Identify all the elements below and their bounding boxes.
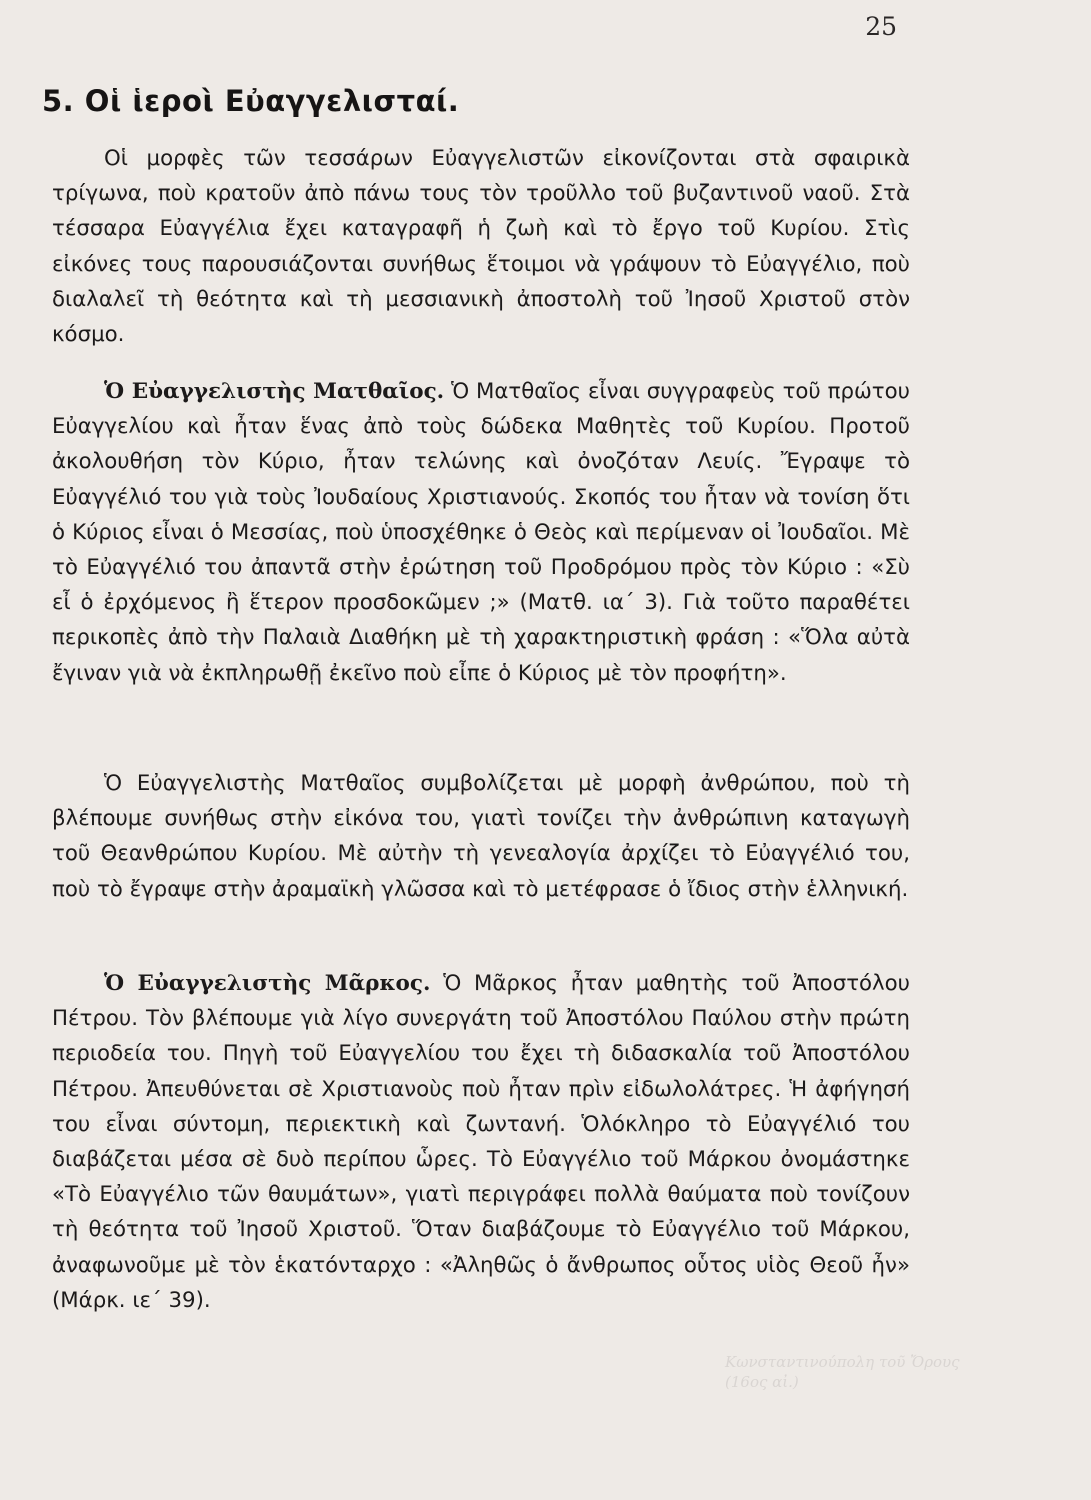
- page-number: 25: [865, 12, 897, 41]
- intro-paragraph: Οἱ μορφὲς τῶν τεσσάρων Εὐαγγελιστῶν εἰκονίζονται στὰ σφαιρικὰ τρίγωνα, ποὺ κρατοῦν ἀπὸ πάνω τους τὸν τροῦλλο τοῦ βυζαντινοῦ ναοῦ. Στὰ τέσσαρα Εὐαγγέλια ἔχει καταγραφῆ ἡ ζωὴ καὶ τὸ ἔργο τοῦ Κυρίου. Στὶς εἰκόνες τους παρουσιάζονται συνήθως ἕτοιμοι νὰ γράψουν τὸ Εὐαγγέλιο, ποὺ διαλαλεῖ τὴ θεότητα καὶ τὴ μεσσιανικὴ ἀποστολὴ τοῦ Ἰησοῦ Χριστοῦ στὸν κόσμο.: [52, 146, 910, 348]
- matthew-paragraph: [52, 374, 910, 691]
- show-through-text: Κωνσταντινούπολη τοῦ Ὄρους (16ος αἰ.): [725, 1353, 960, 1391]
- matthew-symbol-paragraph: Ὁ Εὐαγγελιστὴς Ματθαῖος συμβολίζεται μὲ μορφὴ ἀνθρώπου, ποὺ τὴ βλέπουμε συνήθως στὴν εἰκόνα του, γιατὶ τονίζει τὴν ἀνθρώπινη καταγωγὴ τοῦ Θεανθρώπου Κυρίου. Μὲ αὐτὴν τὴ γενεαλογία ἀρχίζει τὸ Εὐαγγέλιό του, ποὺ τὸ ἔγραψε στὴν ἀραμαϊκὴ γλῶσσα καὶ τὸ μετέφρασε ὁ ἴδιος στὴν ἑλληνική.: [52, 771, 910, 902]
- section-heading: 5. Οἱ ἱεροὶ Εὐαγγελισταί.: [42, 84, 460, 118]
- matthew-text: Ὁ Ματθαῖος εἶναι συγγραφεὺς τοῦ πρώτου Εὐαγγελίου καὶ ἦταν ἕνας ἀπὸ τοὺς δώδεκα Μαθητὲς τοῦ Κυρίου. Προτοῦ ἀκολουθήση τὸν Κύριο, ἦταν τελώνης καὶ ὀνοζόταν Λευίς. Ἔγραψε τὸ Εὐαγγέλιό του γιὰ τοὺς Ἰουδαίους Χριστιανούς. Σκοπός του ἦταν νὰ τονίση ὅτι ὁ Κύριος εἶναι ὁ Μεσσίας, ποὺ ὑποσχέθηκε ὁ Θεὸς καὶ περίμεναν οἱ Ἰουδαῖοι. Μὲ τὸ Εὐαγγέλιό του ἀπαντᾶ στὴν ἐρώτηση τοῦ Προδρόμου πρὸς τὸν Κύριο : «Σὺ εἶ ὁ ἐρχόμενος ἢ ἕτερον προσδοκῶμεν ;» (Ματθ. ια΄ 3). Γιὰ τοῦτο παραθέτει περικοπὲς ἀπὸ τὴν Παλαιὰ Διαθήκη μὲ τὴ χαρακτηριστικὴ φράση : «Ὅλα αὐτὰ ἔγιναν γιὰ νὰ ἐκπληρωθῇ ἐκεῖνο ποὺ εἶπε ὁ Κύριος μὲ τὸν προφήτη».: [52, 379, 910, 686]
- mark-title: Ὁ Εὐαγγελιστὴς Μᾶρκος.: [104, 971, 431, 996]
- mark-paragraph: [52, 966, 910, 1318]
- matthew-title: Ὁ Εὐαγγελιστὴς Ματθαῖος.: [104, 379, 445, 404]
- mark-text: Ὁ Μᾶρκος ἦταν μαθητὴς τοῦ Ἀποστόλου Πέτρου. Τὸν βλέπουμε γιὰ λίγο συνεργάτη τοῦ Ἀποστόλου Παύλου στὴν πρώτη περιοδεία του. Πηγὴ τοῦ Εὐαγγελίου του ἔχει τὴ διδασκαλία τοῦ Ἀποστόλου Πέτρου. Ἀπευθύνεται σὲ Χριστιανοὺς ποὺ ἦταν πρὶν εἰδωλολάτρες. Ἡ ἀφήγησή του εἶναι σύντομη, περιεκτικὴ καὶ ζωντανή. Ὁλόκληρο τὸ Εὐαγγέλιό του διαβάζεται μέσα σὲ δυὸ περίπου ὧρες. Τὸ Εὐαγγέλιο τοῦ Μάρκου ὀνομάστηκε «Τὸ Εὐαγγέλιο τῶν θαυμάτων», γιατὶ περιγράφει πολλὰ θαύματα ποὺ τονίζουν τὴ θεότητα τοῦ Ἰησοῦ Χριστοῦ. Ὅταν διαβάζουμε τὸ Εὐαγγέλιο τοῦ Μάρκου, ἀναφωνοῦμε μὲ τὸν ἑκατόνταρχο : «Ἀληθῶς ὁ ἄνθρωπος οὗτος υἱὸς Θεοῦ ἦν» (Μάρκ. ιε΄ 39).: [52, 971, 910, 1313]
